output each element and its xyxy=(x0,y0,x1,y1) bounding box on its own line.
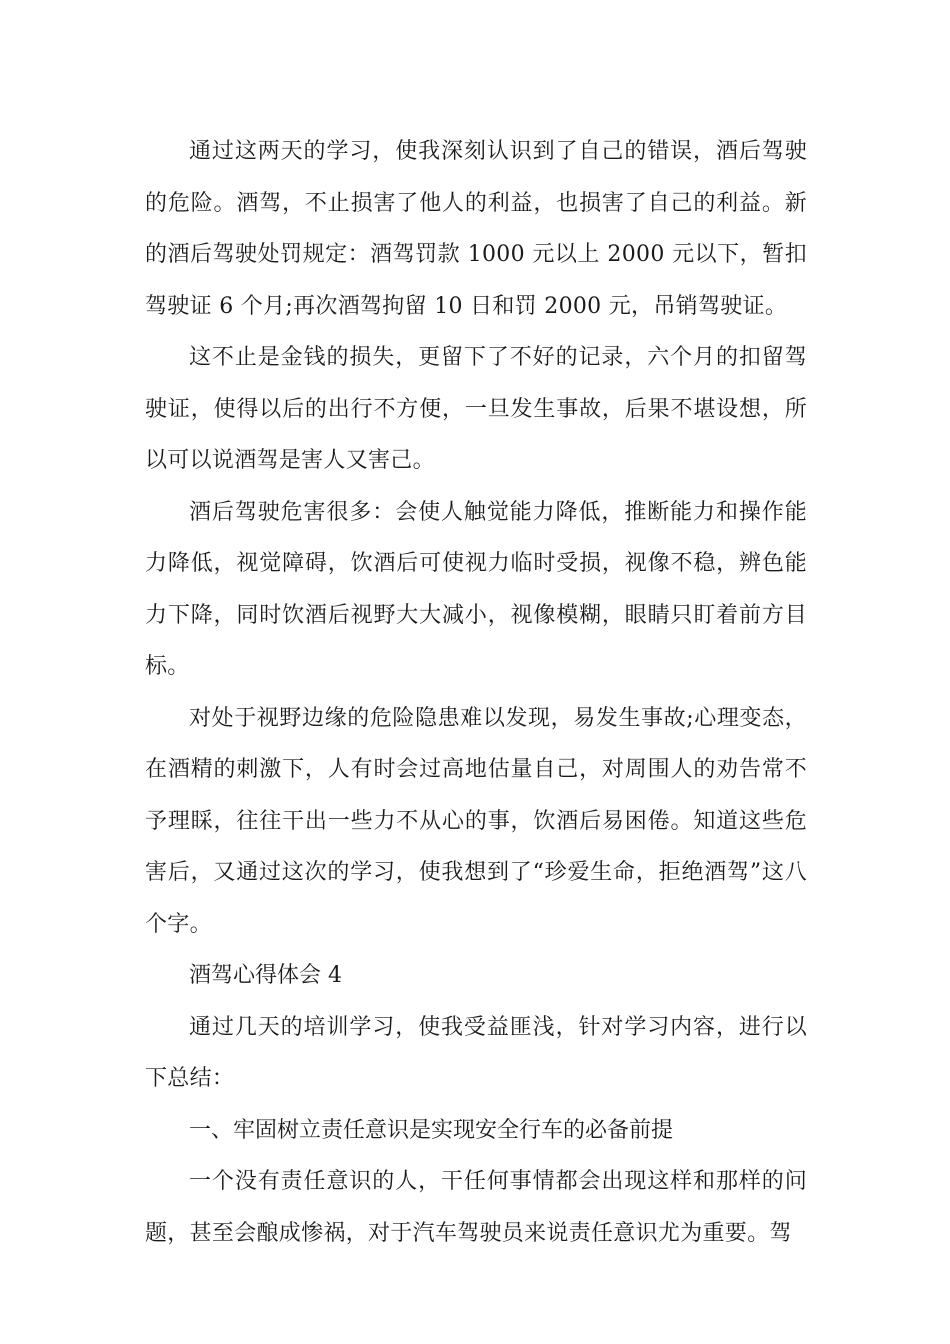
section-title: 酒驾心得体会 4 xyxy=(189,963,342,988)
paragraph: 通过几天的培训学习，使我受益匪浅，针对学习内容，进行以下总结： xyxy=(145,1014,807,1091)
paragraph: 酒后驾驶危害很多：会使人触觉能力降低，推断能力和操作能力降低，视觉障碍，饮酒后可使视力临时受损，视像不稳，辨色能力下降，同时饮酒后视野大大减小，视像模糊，眼睛只盯着前方目标。 xyxy=(145,499,807,679)
paragraph: 通过这两天的学习，使我深刻认识到了自己的错误，酒后驾驶的危险。酒驾，不止损害了他人的利益，也损害了自己的利益。新的酒后驾驶处罚规定：酒驾罚款 1000 元以上 2000 元以下，暂扣驾驶证 6 个月;再次酒驾拘留 10 日和罚 2000 元，吊销驾驶证。 xyxy=(145,139,807,319)
paragraph: 这不止是金钱的损失，更留下了不好的记录，六个月的扣留驾驶证，使得以后的出行不方便，一旦发生事故，后果不堪设想，所以可以说酒驾是害人又害己。 xyxy=(145,345,807,473)
subsection-heading: 一、牢固树立责任意识是实现安全行车的必备前提 xyxy=(189,1117,674,1143)
paragraph: 对处于视野边缘的危险隐患难以发现，易发生事故;心理变态，在酒精的刺激下，人有时会过高地估量自己，对周围人的劝告常不予理睬，往往干出一些力不从心的事，饮酒后易困倦。知道这些危害后，又通过这次的学习，使我想到了“珍爱生命，拒绝酒驾”这八个字。 xyxy=(145,705,807,937)
document-body xyxy=(145,126,807,1259)
paragraph: 一个没有责任意识的人，干任何事情都会出现这样和那样的问题，甚至会酿成惨祸，对于汽车驾驶员来说责任意识尤为重要。驾 xyxy=(145,1169,807,1246)
